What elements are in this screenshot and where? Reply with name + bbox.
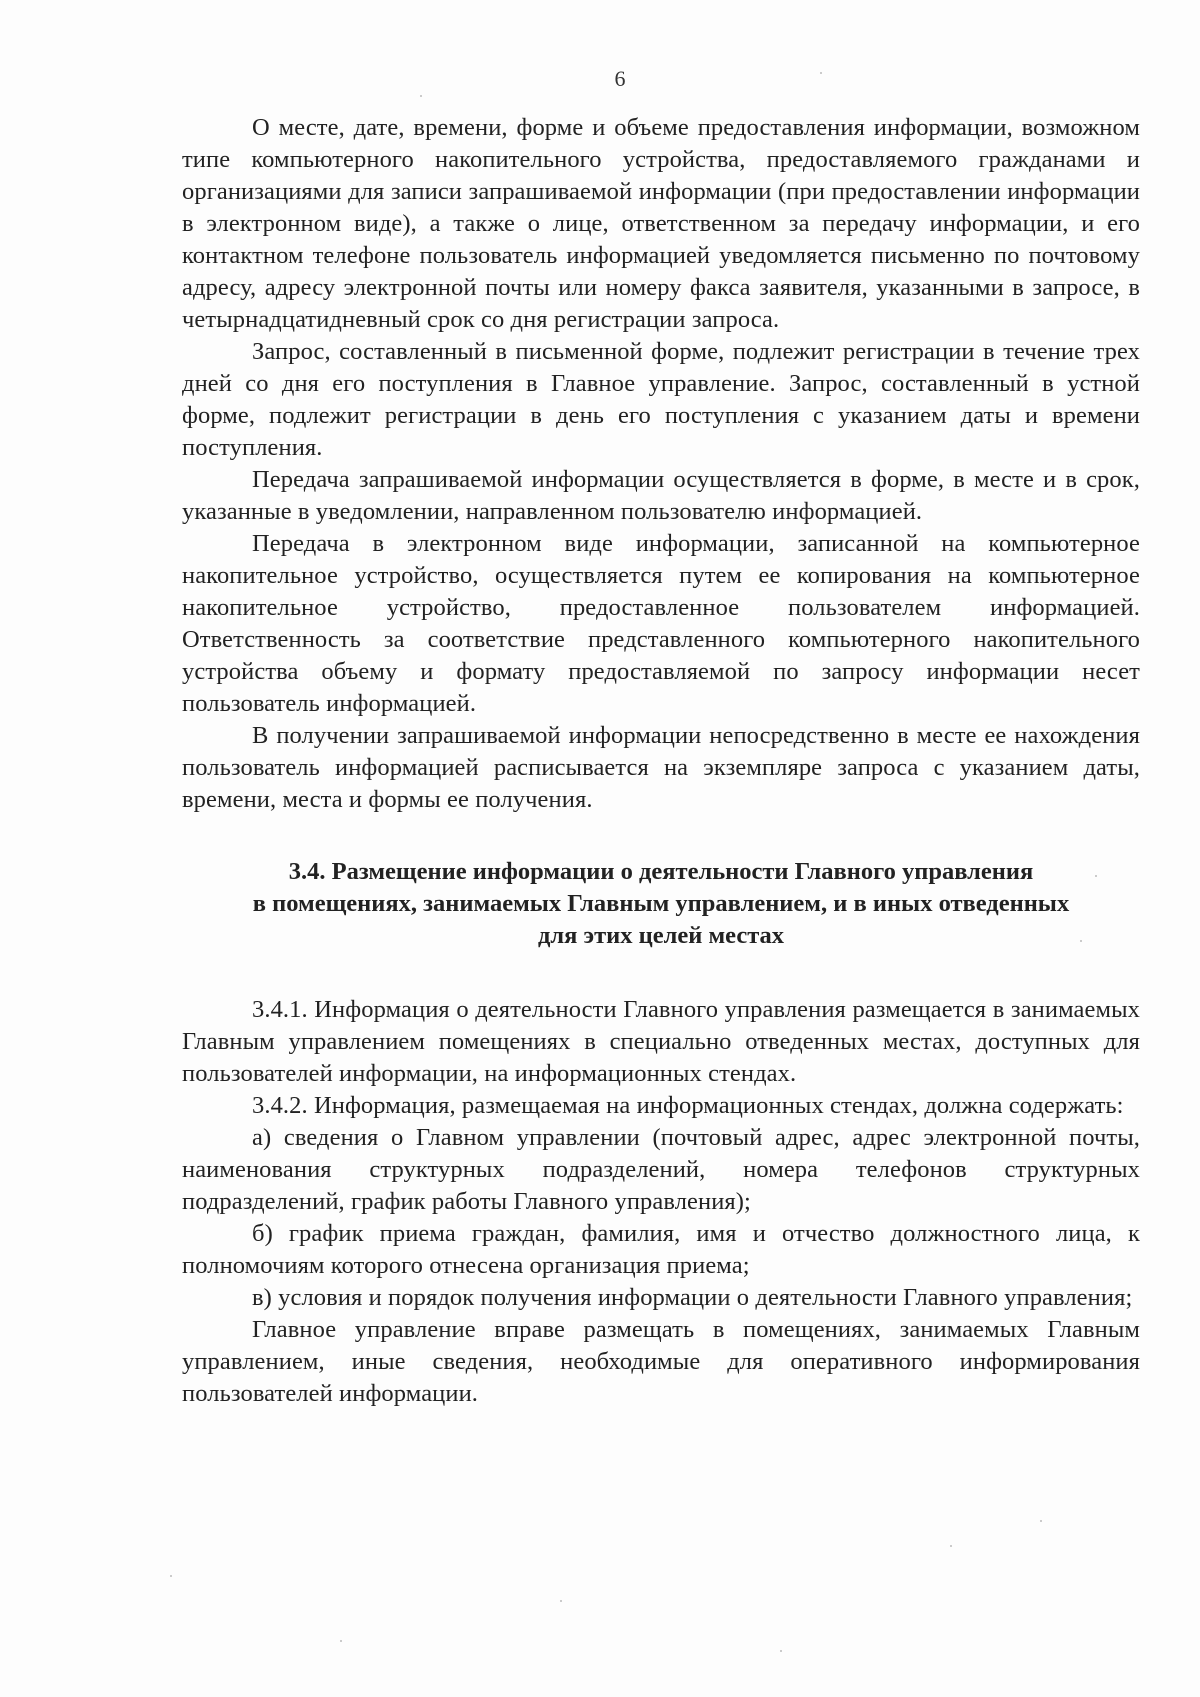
scan-speck xyxy=(820,72,822,74)
document-body xyxy=(182,112,1140,1410)
page-number: 6 xyxy=(614,66,626,91)
scan-speck xyxy=(420,95,422,97)
scan-speck xyxy=(1095,875,1097,877)
scan-speck xyxy=(170,1575,172,1577)
paragraph: В получении запрашиваемой информации непосредственно в месте ее нахождения пользователь информацией расписывается на экземпляре запроса с указанием даты, времени, места и формы ее получения. xyxy=(182,722,1140,813)
scan-speck xyxy=(1040,1520,1042,1522)
scan-speck xyxy=(950,1545,952,1547)
section-heading-line: 3.4. Размещение информации о деятельности Главного управления xyxy=(288,858,1034,885)
scan-speck xyxy=(1080,940,1082,942)
section-heading xyxy=(182,856,1140,952)
list-item: в) условия и порядок получения информации о деятельности Главного управления; xyxy=(252,1284,1133,1311)
list-item: а) сведения о Главном управлении (почтовый адрес, адрес электронной почты, наименования структурных подразделений, номера телефонов структурных подразделений, график работы Главного управления); xyxy=(182,1124,1140,1215)
paragraph: Передача в электронном виде информации, записанной на компьютерное накопительное устройство, осуществляется путем ее копирования на компьютерное накопительное устройство, предоставленное пользователем информацией. Ответственность за соответствие представленного компьютерного накопительного устройства объему и формату предоставляемой по запросу информации несет пользователь информацией. xyxy=(182,530,1140,717)
section-heading-line: в помещениях, занимаемых Главным управлением, и в иных отведенных xyxy=(252,890,1070,917)
paragraph: 3.4.2. Информация, размещаемая на информационных стендах, должна содержать: xyxy=(252,1092,1124,1119)
paragraph: Передача запрашиваемой информации осуществляется в форме, в месте и в срок, указанные в уведомлении, направленном пользователю информацией. xyxy=(182,466,1140,525)
list-item: б) график приема граждан, фамилия, имя и отчество должностного лица, к полномочиям которого отнесена организация приема; xyxy=(182,1220,1140,1279)
paragraph: 3.4.1. Информация о деятельности Главного управления размещается в занимаемых Главным управлением помещениях в специально отведенных местах, доступных для пользователей информации, на информационных стендах. xyxy=(182,996,1140,1087)
paragraph: О месте, дате, времени, форме и объеме предоставления информации, возможном типе компьютерного накопительного устройства, предоставляемого гражданами и организациями для записи запрашиваемой информации (при предоставлении информации в электронном виде), а также о лице, ответственном за передачу информации, и его контактном телефоне пользователь информацией уведомляется письменно по почтовому адресу, адресу электронной почты или номеру факса заявителя, указанными в запросе, в четырнадцатидневный срок со дня регистрации запроса. xyxy=(182,114,1140,333)
scan-speck xyxy=(780,1650,782,1652)
scan-speck xyxy=(560,1600,562,1602)
paragraph: Запрос, составленный в письменной форме, подлежит регистрации в течение трех дней со дня его поступления в Главное управление. Запрос, составленный в устной форме, подлежит регистрации в день его поступления с указанием даты и времени поступления. xyxy=(182,338,1140,461)
section-heading-line: для этих целей местах xyxy=(537,922,785,949)
scan-speck xyxy=(340,1640,342,1642)
paragraph: Главное управление вправе размещать в помещениях, занимаемых Главным управлением, иные сведения, необходимые для оперативного информирования пользователей информации. xyxy=(182,1316,1140,1407)
